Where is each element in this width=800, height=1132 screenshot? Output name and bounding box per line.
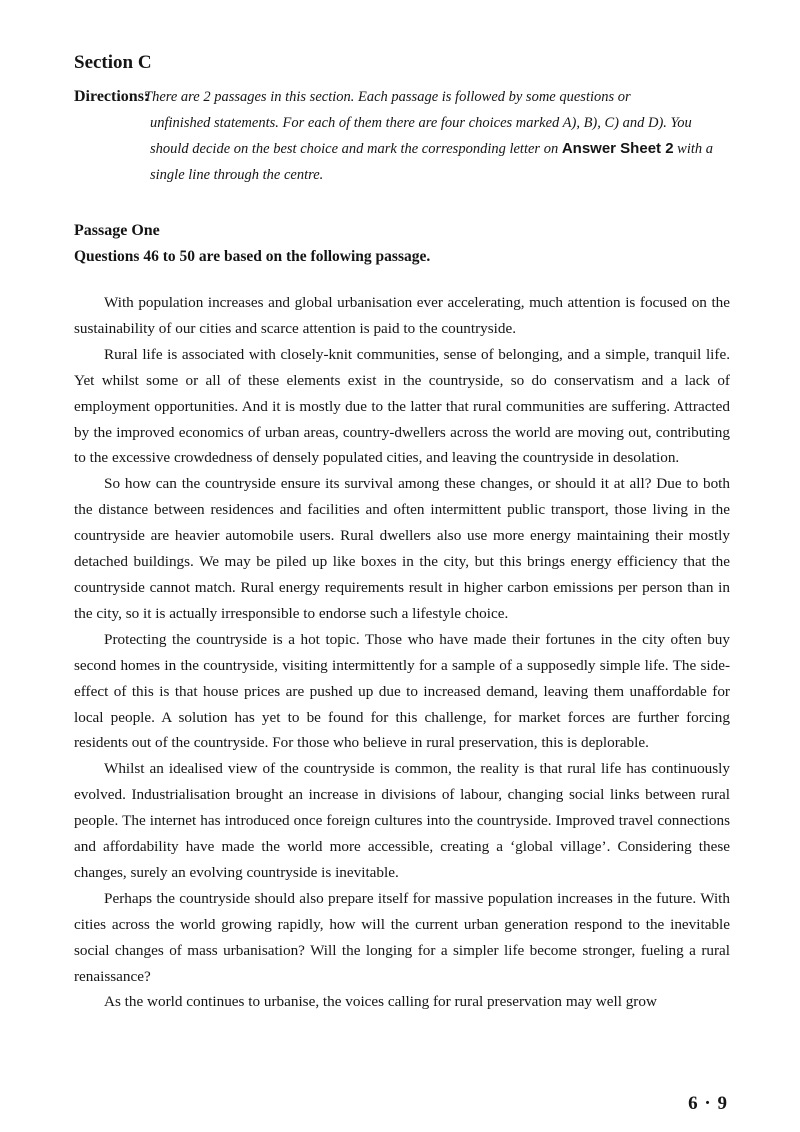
passage-title: Passage One [74, 222, 160, 239]
paragraph: Protecting the countryside is a hot topic. Those who have made their fortunes in the city often buy second homes in the countryside, visiting intermittently for a sample of a supposedly simple life. The side-effect of this is that house prices are pushed up due to increased demand, leaving them unaffordable for local people. A solution has yet to be found for this challenge, for market forces are further forcing residents out of the countryside. For those who believe in rural preservation, this is deplorable. [74, 630, 730, 752]
questions-instruction: Questions 46 to 50 are based on the following passage. [74, 248, 431, 265]
directions-text-part3: with a single line through the centre. [150, 141, 714, 183]
directions-block [74, 84, 730, 188]
passage-body [74, 290, 730, 1015]
paragraph: With population increases and global urbanisation ever accelerating, much attention is focused on the sustainability of our cities and scarce attention is paid to the countryside. [74, 294, 730, 337]
directions-text [144, 84, 730, 188]
directions-text-part2: unfinished statements. For each of them there are four choices marked A), B), C) and D). You should decide on the best choice and mark the corresponding letter on [150, 115, 692, 157]
page-number: 6 · 9 [688, 1093, 728, 1114]
paragraph: So how can the countryside ensure its survival among these changes, or should it at all? Due to both the distance between residences and facilities and often intermittent public transport, those living in the countryside are heavier automobile users. Rural dwellers also use more energy maintaining their mostly detached buildings. We may be piled up like boxes in the city, but this brings energy efficiency that the countryside cannot match. Rural energy requirements result in higher carbon emissions per person than in the city, so it is actually irresponsible to endorse such a lifestyle choice. [74, 475, 730, 622]
answer-sheet-label: Answer Sheet 2 [561, 140, 674, 157]
directions-text-part1: There are 2 passages in this section. Each passage is followed by some questions or [144, 89, 631, 105]
paragraph: Perhaps the countryside should also prepare itself for massive population increases in the future. With cities across the world growing rapidly, how will the current urban generation respond to the inevitable social changes of mass urbanisation? Will the longing for a simpler life become stronger, fueling a rural renaissance? [74, 889, 730, 985]
paragraph: As the world continues to urbanise, the voices calling for rural preservation may well grow [104, 993, 657, 1011]
exam-page [74, 52, 730, 1015]
directions-text-rest [144, 110, 730, 188]
section-title: Section C [74, 52, 152, 73]
paragraph: Rural life is associated with closely-knit communities, sense of belonging, and a simple, tranquil life. Yet whilst some or all of these elements exist in the countryside, so do conservatism and a lack of employment opportunities. And it is mostly due to the latter that rural communities are suffering. Attracted by the improved economics of urban areas, country-dwellers across the world are moving out, contributing to the excessive crowdedness of densely populated cities, and leaving the countryside in desolation. [74, 345, 730, 467]
paragraph: Whilst an idealised view of the countryside is common, the reality is that rural life has continuously evolved. Industrialisation brought an increase in divisions of labour, changing social links between rural people. The internet has introduced once foreign cultures into the countryside. Improved travel connections and affordability have made the world more accessible, creating a ‘global village’. Considering these changes, surely an evolving countryside is inevitable. [74, 760, 730, 881]
directions-label: Directions: [74, 88, 150, 105]
